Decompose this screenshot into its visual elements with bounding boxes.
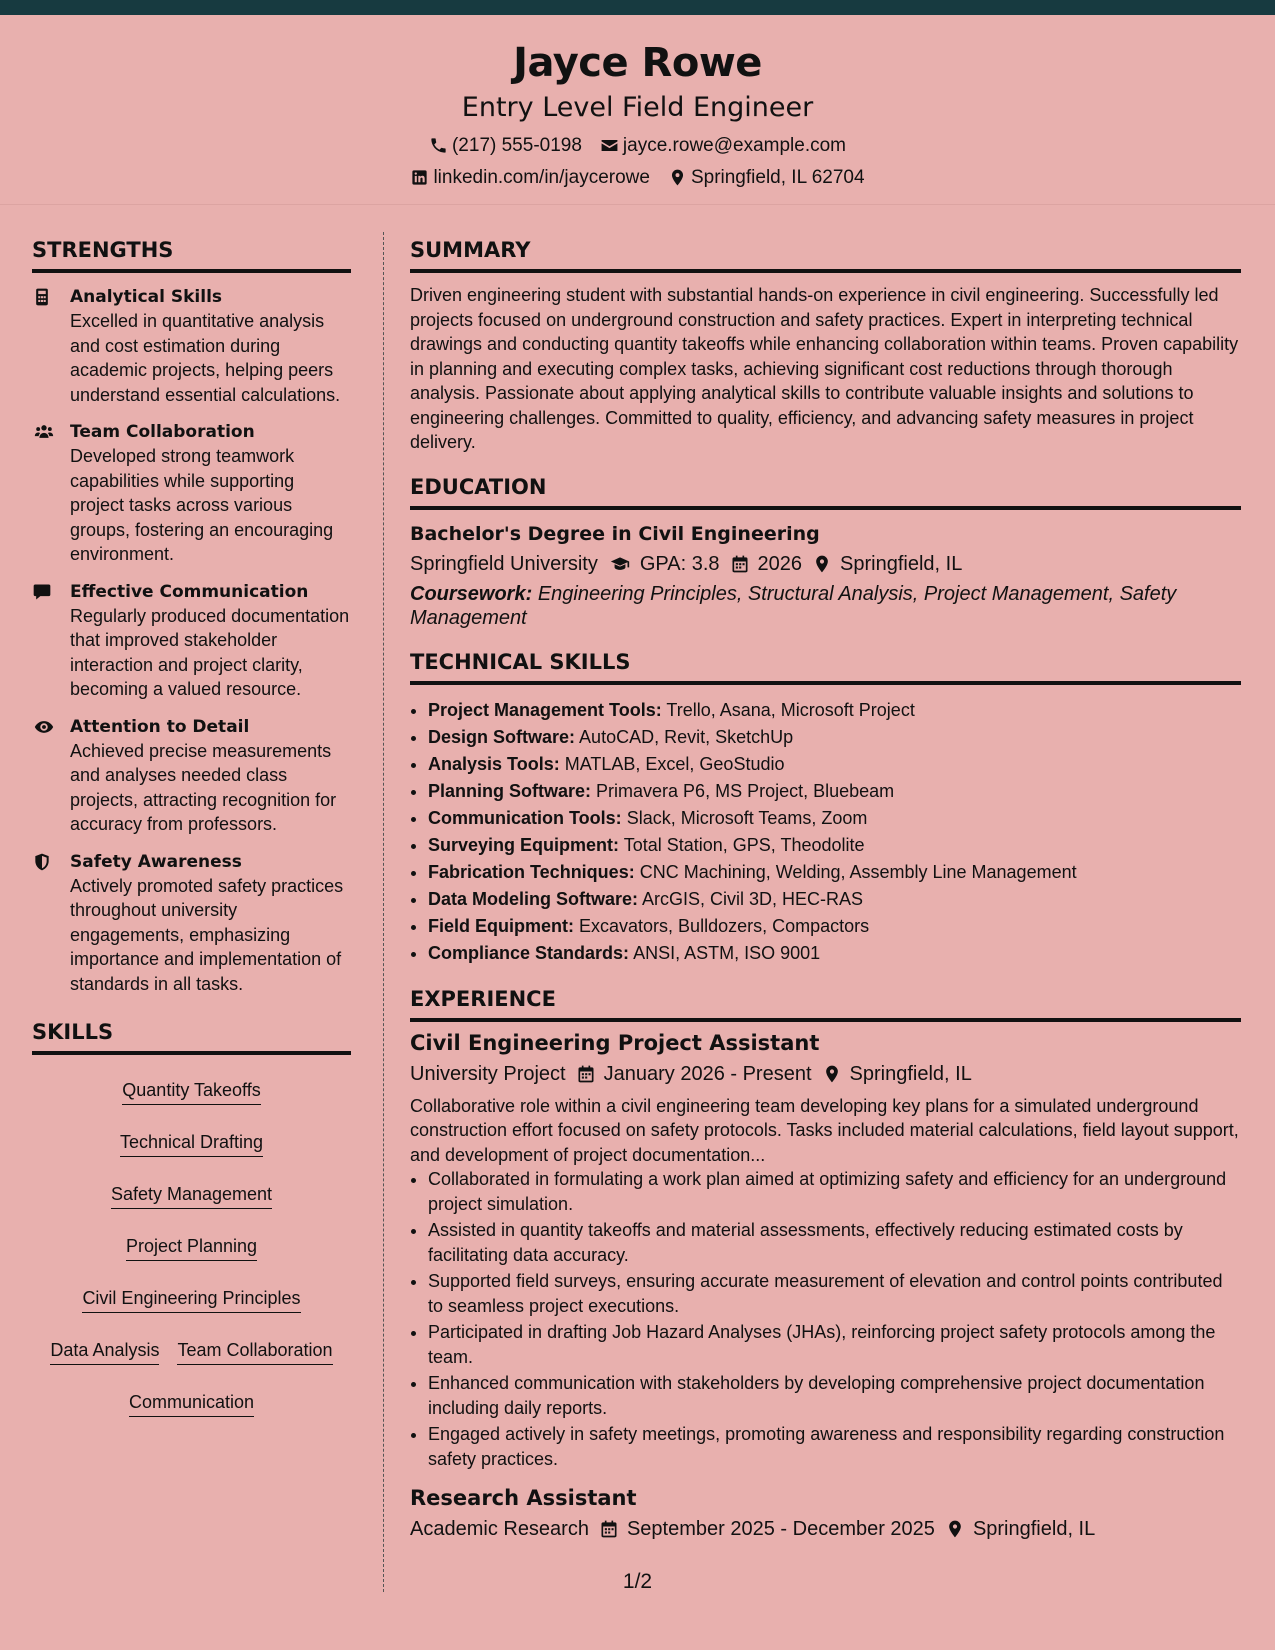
job-entry	[410, 1030, 1241, 1472]
list-item: • Fabrication Techniques: CNC Machining, Welding, Assembly Line Management	[428, 859, 1241, 886]
candidate-title: Entry Level Field Engineer	[461, 92, 814, 123]
list-item: • Analysis Tools: MATLAB, Excel, GeoStudio	[428, 751, 1241, 778]
job-entry	[410, 1485, 1241, 1543]
page-number: 1/2	[622, 1570, 653, 1593]
strength-desc: Excelled in quantitative analysis and cost estimation during academic projects, helping peers understand essential calculations.	[70, 311, 341, 405]
skill-tag: Quantity Takeoffs	[122, 1071, 260, 1105]
phone-icon	[429, 136, 448, 155]
resume-header	[0, 15, 1275, 205]
list-item: • Design Software: AutoCAD, Revit, SketchUp	[428, 724, 1241, 751]
strength-item	[32, 715, 351, 837]
strength-title: Analytical Skills	[70, 287, 223, 307]
top-accent-bar	[0, 0, 1275, 15]
location-text: Springfield, IL 62704	[690, 167, 865, 188]
map-pin-icon	[668, 168, 687, 187]
summary-text: Driven engineering student with substantial hands-on experience in civil engineering. Successfully led projects focused on underground construction and safety practices. Expert in interpreting technical drawings and conducting quantity takeoffs while enhancing collaboration within teams. Proven capability in planning and executing complex tasks, achieving significant cost reductions through thorough analysis. Passionate about applying analytical skills to contribute valuable insights and solutions to engineering challenges. Committed to quality, efficiency, and advancing safety measures in project delivery.	[410, 285, 1239, 452]
job-title: Research Assistant	[410, 1486, 637, 1510]
envelope-icon	[600, 136, 619, 155]
contact-phone	[429, 136, 582, 155]
skill-tag: Data Analysis	[50, 1331, 159, 1365]
strength-desc: Regularly produced documentation that improved stakeholder interaction and project clarity, becoming a valued resource.	[70, 605, 350, 699]
education-coursework	[410, 582, 1241, 630]
skill-tag: Project Planning	[126, 1227, 257, 1261]
technical-skills-heading: TECHNICAL SKILLS	[410, 652, 1241, 685]
strength-desc: Developed strong teamwork capabilities while supporting project tasks across various groups, fostering an encouraging environment.	[70, 446, 334, 564]
map-pin-icon	[812, 554, 832, 574]
calendar-icon	[730, 554, 750, 574]
job-dates: January 2026 - Present	[603, 1062, 812, 1085]
strength-title: Attention to Detail	[70, 716, 250, 737]
calendar-icon	[576, 1064, 596, 1084]
shield-icon	[32, 852, 70, 872]
contact-location	[668, 168, 865, 187]
education-degree: Bachelor's Degree in Civil Engineering	[410, 522, 820, 545]
eye-icon	[32, 717, 70, 737]
job-dates: September 2025 - December 2025	[626, 1518, 935, 1540]
skill-tag: Communication	[129, 1383, 254, 1417]
education-meta	[410, 550, 1241, 578]
strength-item	[32, 580, 351, 702]
list-item: • Planning Software: Primavera P6, MS Project, Bluebeam	[428, 778, 1241, 805]
education-year: 2026	[757, 552, 803, 575]
strength-desc: Actively promoted safety practices throughout university engagements, emphasizing importance and implementation of standards in all tasks.	[70, 875, 344, 994]
job-location: Springfield, IL	[972, 1518, 1096, 1540]
email-text[interactable]: jayce.rowe@example.com	[622, 135, 847, 156]
skill-tag: Technical Drafting	[120, 1123, 263, 1157]
job-org: Academic Research	[410, 1518, 589, 1540]
strength-title: Team Collaboration	[70, 422, 255, 442]
strengths-heading: STRENGTHS	[32, 240, 351, 273]
list-item: • Participated in drafting Job Hazard Analyses (JHAs), reinforcing project safety protocols among the team.	[428, 1320, 1241, 1369]
list-item: • Collaborated in formulating a work plan aimed at optimizing safety and efficiency for an underground project simulation.	[428, 1167, 1241, 1216]
list-item: • Assisted in quantity takeoffs and material assessments, effectively reducing estimated costs by facilitating data accuracy.	[428, 1218, 1241, 1267]
skill-tag: Safety Management	[111, 1175, 272, 1209]
strength-item	[32, 285, 351, 407]
skills-list	[32, 1055, 351, 1427]
skills-heading: SKILLS	[32, 1022, 351, 1055]
list-item: • Project Management Tools: Trello, Asana, Microsoft Project	[428, 697, 1241, 724]
coursework-text: Engineering Principles, Structural Analysis, Project Management, Safety Management	[410, 582, 1177, 629]
map-pin-icon	[822, 1064, 842, 1084]
graduation-cap-icon	[608, 554, 632, 574]
list-item: • Supported field surveys, ensuring accurate measurement of elevation and control points contributed to seamless project executions.	[428, 1269, 1241, 1318]
contact-row-2	[0, 168, 1275, 187]
coursework-label: Coursework:	[410, 582, 533, 605]
job-title: Civil Engineering Project Assistant	[410, 1030, 820, 1055]
job-bullets	[410, 1167, 1241, 1471]
summary-heading: SUMMARY	[410, 240, 1241, 273]
job-description: Collaborative role within a civil engineering team developing key plans for a simulated underground construction effort focused on safety protocols. Tasks included material calculations, field layout support, and development of project documentation...	[410, 1095, 1239, 1165]
candidate-name: Jayce Rowe	[513, 40, 762, 86]
list-item: • Surveying Equipment: Total Station, GPS, Theodolite	[428, 832, 1241, 859]
education-location: Springfield, IL	[840, 552, 963, 575]
strength-item	[32, 850, 351, 997]
job-location: Springfield, IL	[849, 1062, 972, 1085]
list-item: • Field Equipment: Excavators, Bulldozers, Compactors	[428, 913, 1241, 940]
right-column	[410, 240, 1241, 1543]
job-org: University Project	[410, 1062, 566, 1085]
list-item: • Engaged actively in safety meetings, promoting awareness and responsibility regarding construction safety practices.	[428, 1422, 1241, 1471]
strength-desc: Achieved precise measurements and analyses needed class projects, attracting recognition for accuracy from professors.	[70, 740, 337, 834]
calculator-icon	[32, 287, 70, 307]
strength-title: Effective Communication	[70, 581, 309, 602]
job-meta	[410, 1060, 1241, 1088]
contact-row-1	[0, 136, 1275, 155]
list-item: • Data Modeling Software: ArcGIS, Civil 3D, HEC-RAS	[428, 886, 1241, 913]
strength-item	[32, 420, 351, 567]
users-icon	[32, 422, 70, 442]
comment-icon	[32, 582, 70, 602]
job-meta	[410, 1515, 1241, 1543]
strength-title: Safety Awareness	[70, 851, 242, 872]
map-pin-icon	[945, 1519, 965, 1539]
experience-heading: EXPERIENCE	[410, 989, 1241, 1022]
linkedin-text[interactable]: linkedin.com/in/jaycerowe	[433, 167, 650, 188]
list-item: • Compliance Standards: ANSI, ASTM, ISO 9001	[428, 940, 1241, 967]
contact-email[interactable]	[600, 136, 846, 155]
skill-tag: Civil Engineering Principles	[82, 1279, 300, 1313]
list-item: • Enhanced communication with stakeholders by developing comprehensive project documentation including daily reports.	[428, 1371, 1241, 1420]
column-divider	[383, 232, 384, 1592]
phone-text: (217) 555-0198	[451, 135, 582, 156]
skill-tag: Team Collaboration	[177, 1331, 332, 1365]
list-item: • Communication Tools: Slack, Microsoft Teams, Zoom	[428, 805, 1241, 832]
calendar-icon	[599, 1519, 619, 1539]
education-school: Springfield University	[410, 552, 598, 575]
left-column	[32, 240, 351, 1427]
education-heading: EDUCATION	[410, 477, 1241, 510]
technical-skills-list	[410, 697, 1241, 967]
linkedin-icon	[410, 168, 429, 187]
contact-linkedin[interactable]	[410, 168, 650, 187]
education-gpa: GPA: 3.8	[639, 552, 720, 575]
